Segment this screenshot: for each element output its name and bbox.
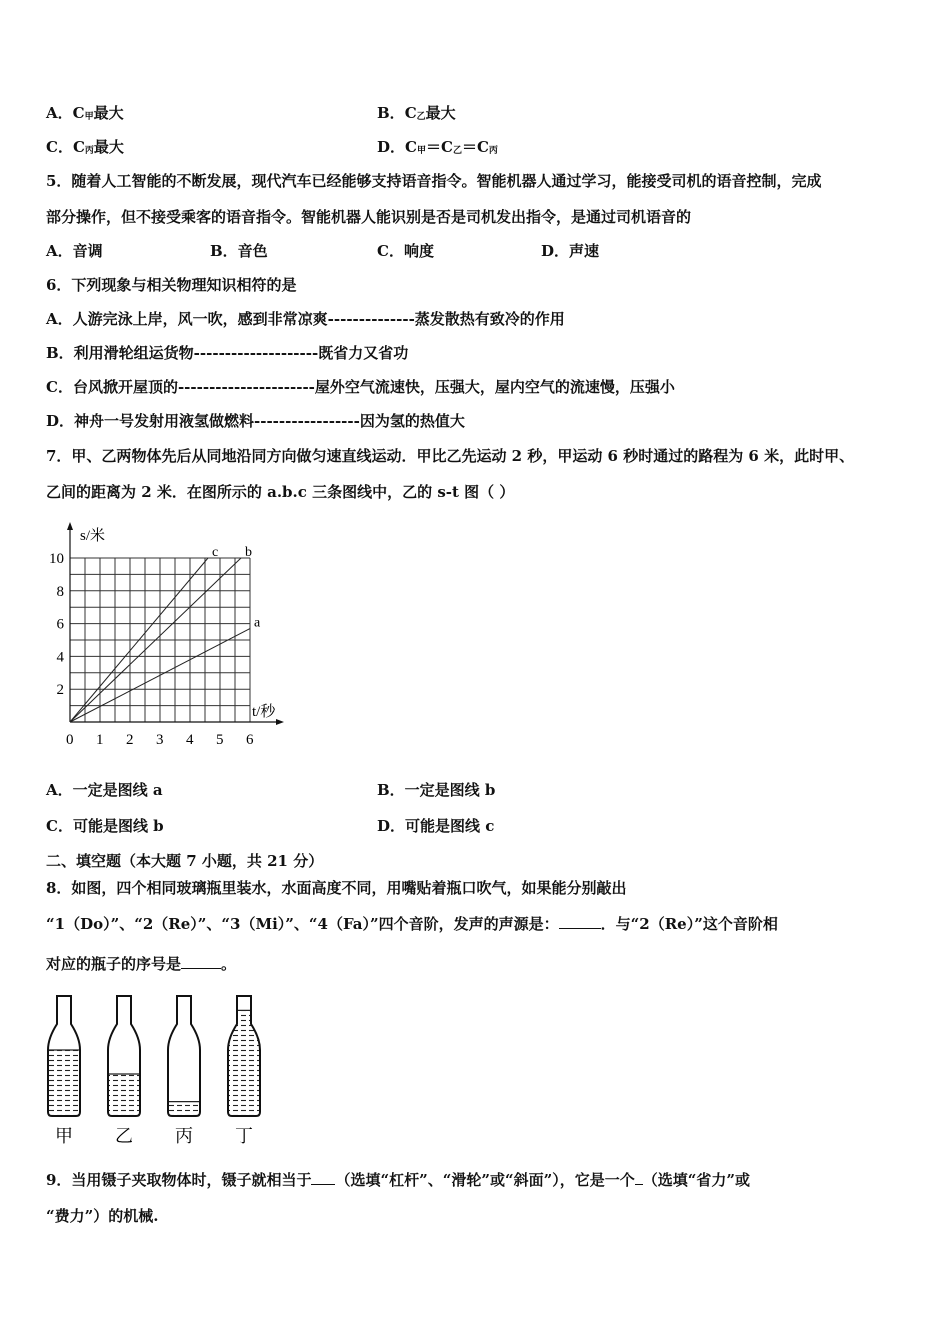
q5-option-d: D．声速	[541, 242, 600, 260]
q8-blank-2[interactable]	[181, 954, 221, 969]
water	[166, 1102, 202, 1116]
y-axis-label: s/米	[80, 528, 106, 544]
bottles-figure	[40, 988, 270, 1148]
q7-option-d: D．可能是图线 c	[377, 817, 495, 835]
q6-stem: 6．下列现象与相关物理知识相符的是	[46, 276, 297, 294]
q8-stem-line1: 8．如图，四个相同玻璃瓶里装水，水面高度不同，用嘴贴着瓶口吹气，如果能分别敲出	[46, 879, 627, 897]
y-axis-arrow	[67, 522, 73, 530]
water	[226, 1010, 262, 1116]
chart-grid	[70, 558, 250, 722]
series-label-c: c	[212, 545, 219, 560]
q5-stem-line2: 部分操作，但不接受乘客的语音指令。智能机器人能识别是否是司机发出指令，是通过司机语音的	[46, 208, 692, 226]
y-tick-label: 6	[56, 616, 64, 633]
q7-stem-line2: 乙间的距离为 2 米．在图所示的 a.b.c 三条图线中，乙的 s-t 图（ ）	[46, 483, 515, 501]
water	[46, 1050, 82, 1116]
bottle-2	[106, 996, 142, 1146]
bottle-label: 丙	[175, 1126, 193, 1146]
q5-option-b: B．音色	[210, 242, 268, 260]
y-tick-label: 4	[56, 649, 64, 666]
x-tick-label: 3	[156, 732, 164, 748]
q9-stem-line1: 9．当用镊子夹取物体时，镊子就相当于 （选填“杠杆”、“滑轮”或“斜面”），它是一个 （选填“省力”或	[46, 1171, 750, 1189]
bottle-4	[226, 996, 262, 1146]
x-axis-label: t/秒	[252, 704, 276, 720]
bottle-1	[46, 996, 82, 1146]
q9-blank-1[interactable]	[311, 1170, 335, 1185]
q4-option-c: C．C丙最大	[46, 138, 124, 156]
q6-option-b: B．利用滑轮组运货物--------------------既省力又省功	[46, 344, 409, 362]
x-tick-label: 1	[96, 732, 104, 748]
y-tick-label: 10	[49, 551, 64, 567]
section-title-fill-blank: 二、填空题（本大题 7 小题，共 21 分）	[46, 852, 324, 870]
q5-option-a: A．音调	[46, 242, 103, 260]
q7-option-c: C．可能是图线 b	[46, 817, 164, 835]
q6-option-a: A．人游完泳上岸，风一吹，感到非常凉爽--------------蒸发散热有致冷的作用	[46, 310, 565, 328]
q6-option-d: D．神舟一号发射用液氢做燃料-----------------因为氢的热值大	[46, 412, 465, 430]
q4-option-b: B．C乙最大	[377, 104, 456, 122]
bottle-label: 丁	[235, 1126, 253, 1146]
q5-stem-line1: 5．随着人工智能的不断发展，现代汽车已经能够支持语音指令。智能机器人通过学习，能接受司机的语音控制，完成	[46, 172, 822, 190]
x-tick-label: 5	[216, 732, 224, 748]
x-tick-label: 6	[246, 732, 254, 748]
x-tick-label: 2	[126, 732, 134, 748]
bottle-outline	[168, 996, 200, 1116]
q8-stem-line2: “1（Do）”、“2（Re）”、“3（Mi）”、“4（Fa）”四个音阶，发声的声源是： ．与“2（Re）”这个音阶相	[46, 915, 778, 933]
q9-blank-2[interactable]	[635, 1170, 643, 1185]
q6-option-c: C．台风掀开屋顶的----------------------屋外空气流速快，压强大，屋内空气的流速慢，压强小	[46, 378, 675, 396]
series-label-a: a	[254, 615, 261, 631]
x-axis-arrow	[276, 719, 284, 725]
q8-stem-line3: 对应的瓶子的序号是 。	[46, 955, 237, 973]
bottle-label: 甲	[55, 1126, 73, 1146]
q7-option-b: B．一定是图线 b	[377, 781, 496, 799]
x-tick-label: 4	[186, 732, 194, 748]
x-tick-label: 0	[66, 732, 74, 748]
series-label-b: b	[245, 545, 252, 560]
q7-stem-line1: 7．甲、乙两物体先后从同地沿同方向做匀速直线运动．甲比乙先运动 2 秒，甲运动 6 秒时通过的路程为 6 米，此时甲、	[46, 447, 855, 465]
water	[106, 1074, 142, 1116]
bottle-label: 乙	[115, 1126, 133, 1146]
q7-option-a: A．一定是图线 a	[46, 781, 163, 799]
q4-option-a: A．C甲最大	[46, 104, 124, 122]
y-tick-label: 2	[56, 682, 64, 699]
q5-option-c: C．响度	[377, 242, 434, 260]
q4-option-d: D．C甲＝C乙＝C丙	[377, 138, 498, 156]
st-graph	[40, 515, 290, 755]
q9-stem-line2: “费力”）的机械.	[46, 1207, 159, 1225]
bottle-3	[166, 996, 202, 1146]
q8-blank-1[interactable]	[559, 914, 601, 929]
y-tick-label: 8	[56, 583, 64, 600]
